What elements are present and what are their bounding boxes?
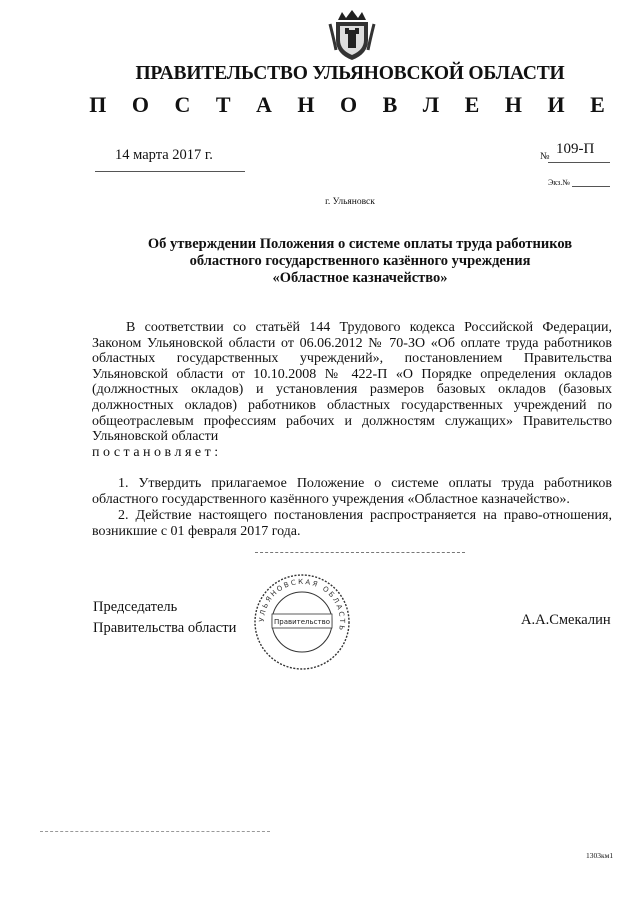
preamble-paragraph xyxy=(92,320,612,460)
footer-code: 1303км1 xyxy=(586,851,614,860)
stamp-ring-text: УЛЬЯНОВСКАЯ ОБЛАСТЬ xyxy=(257,577,347,633)
copy-number-label: Экз.№ xyxy=(548,178,570,187)
number-sign: № xyxy=(540,151,550,162)
stamp-center-text: Правительство xyxy=(274,618,330,626)
document-number: 109-П xyxy=(556,141,595,157)
title-line-3: «Областное казначейство» xyxy=(272,270,448,286)
coat-of-arms-emblem xyxy=(328,10,376,62)
decree-item-1: 1. Утвердить прилагаемое Положение о системе оплаты труда работников областного государственного казённого учреждения «Областное казначейство». xyxy=(92,476,612,507)
position-line-1: Председатель xyxy=(93,599,178,615)
bottom-dashes xyxy=(40,831,270,832)
decree-word: постановляет: xyxy=(92,444,222,460)
signatory-name: А.А.Смекалин xyxy=(521,612,611,628)
issue-city: г. Ульяновск xyxy=(325,197,375,207)
document-date: 14 марта 2017 г. xyxy=(115,147,213,163)
government-name-heading: ПРАВИТЕЛЬСТВО УЛЬЯНОВСКОЙ ОБЛАСТИ xyxy=(135,63,565,84)
document-title xyxy=(115,236,605,287)
date-underline xyxy=(95,171,245,172)
title-line-2: областного государственного казённого учреждения xyxy=(189,253,531,269)
position-line-2: Правительства области xyxy=(93,620,237,636)
decree-item-2: 2. Действие настоящего постановления распространяется на право-отношения, возникшие с 01 февраля 2017 года. xyxy=(92,508,612,539)
number-underline xyxy=(548,162,610,163)
document-type-heading: П О С Т А Н О В Л Е Н И Е xyxy=(89,92,615,117)
copy-number-underline xyxy=(572,186,610,187)
title-line-1: Об утверждении Положения о системе оплаты труда работников xyxy=(147,236,573,252)
signatory-position xyxy=(93,597,236,639)
preamble-text: В соответствии со статьёй 144 Трудового кодекса Российской Федерации, Законом Ульяновской области от 06.06.2012 № 70-ЗО «Об оплате труда работников областных государственных учреждений», постановлением Правительства Ульяновской области от 10.10.2008 № 422-П «О Порядке определения окладов (должностных окладов) и установления размеров базовых окладов (базовых должностных окладов) работников областных государственных учреждений по общеотраслевым профессиям рабочих и должностям служащих» Правительство Ульяновской области xyxy=(92,320,612,445)
official-seal-stamp xyxy=(252,572,352,672)
separator-dashes xyxy=(255,552,465,553)
